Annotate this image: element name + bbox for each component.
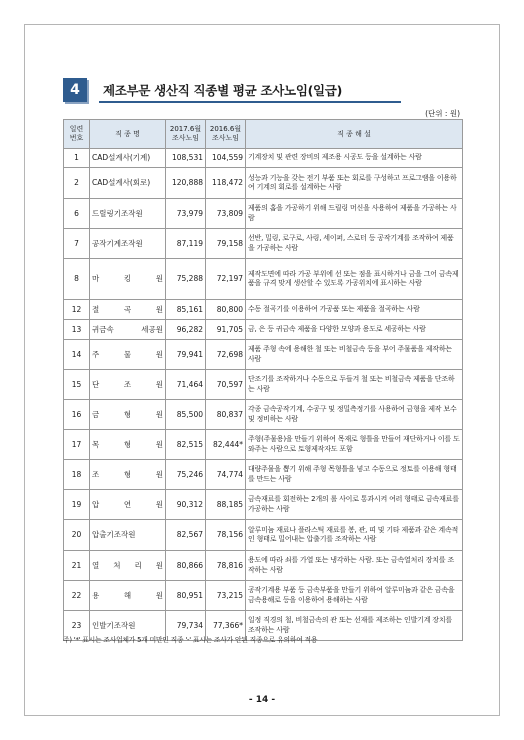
- job-name: 드릴링기조작원: [90, 199, 166, 229]
- wage-2017: 82,567: [166, 520, 206, 551]
- job-description: 제작도면에 따라 가공 부위에 선 또는 점을 표시하거나 금을 그어 금속제품을 규격 맞게 생산할 수 있도록 가공위치에 표시하는 사람: [246, 259, 463, 300]
- row-number: 13: [64, 320, 90, 340]
- table-header-row: [64, 120, 463, 149]
- wage-2016: 78,816: [206, 551, 246, 581]
- row-number: 8: [64, 259, 90, 300]
- wage-2017: 73,979: [166, 199, 206, 229]
- table-row: [64, 320, 463, 340]
- job-name: 주 물 원: [90, 340, 166, 370]
- wage-2017: 71,464: [166, 370, 206, 400]
- job-description: 금속재료를 회전하는 2개의 롤 사이로 통과시켜 여러 형태로 금속재료를 가공하는 사람: [246, 490, 463, 520]
- wage-2016: 118,472: [206, 168, 246, 199]
- job-name: 조 형 원: [90, 460, 166, 490]
- row-number: 17: [64, 430, 90, 460]
- job-description: 성능과 기능을 갖는 전기 부품 또는 회로를 구성하고 프로그램을 이용하여 기계의 회로를 설계하는 사람: [246, 168, 463, 199]
- job-description: 수동 절곡기를 이용하여 가공품 또는 제품을 절곡하는 사람: [246, 300, 463, 320]
- job-name: 금 형 원: [90, 400, 166, 430]
- wage-2016: 70,597: [206, 370, 246, 400]
- job-name: CAD설계사(회로): [90, 168, 166, 199]
- wage-2016: 72,197: [206, 259, 246, 300]
- job-name: 압출기조작원: [90, 520, 166, 551]
- header-wage-2016: 2016.6월 조사노임: [206, 120, 246, 149]
- header-wage-2017: 2017.6월 조사노임: [166, 120, 206, 149]
- footnote: 주) '*' 표시는 조사업체가 5개 미만인 직종 '-' 표시는 조사가 안된 직종으로 유의하여 적용: [63, 636, 318, 644]
- row-number: 14: [64, 340, 90, 370]
- job-description: 대량주물을 뽑기 위해 주형 목형틀을 넣고 수동으로 정토를 이용해 형태를 만드는 사람: [246, 460, 463, 490]
- wage-2017: 90,312: [166, 490, 206, 520]
- table-row: [64, 551, 463, 581]
- table-row: [64, 168, 463, 199]
- job-description: 각종 금속공작기계, 수공구 및 정밀측정기를 사용하여 금형을 제작 보수 및 정비하는 사람: [246, 400, 463, 430]
- wage-2017: 108,531: [166, 149, 206, 168]
- wage-2016: 91,705: [206, 320, 246, 340]
- wage-2016: 88,185: [206, 490, 246, 520]
- table-row: [64, 460, 463, 490]
- job-name: 절 곡 원: [90, 300, 166, 320]
- job-name: 단 조 원: [90, 370, 166, 400]
- wage-2016: 78,156: [206, 520, 246, 551]
- section-heading: [63, 78, 403, 102]
- section-number-badge: 4: [63, 78, 87, 102]
- table-body: [64, 149, 463, 641]
- wage-2016: 80,837: [206, 400, 246, 430]
- wage-2017: 87,119: [166, 229, 206, 259]
- row-number: 19: [64, 490, 90, 520]
- table-row: [64, 581, 463, 611]
- row-number: 22: [64, 581, 90, 611]
- job-description: 제품의 홈을 가공하기 위해 드릴링 머신을 사용하여 제품을 가공하는 사람: [246, 199, 463, 229]
- wage-2017: 80,866: [166, 551, 206, 581]
- table-row: [64, 400, 463, 430]
- wage-2017: 79,734: [166, 611, 206, 641]
- wage-2016: 73,215: [206, 581, 246, 611]
- table-row: [64, 430, 463, 460]
- row-number: 20: [64, 520, 90, 551]
- page-number: - 14 -: [248, 695, 276, 705]
- job-name: 목 형 원: [90, 430, 166, 460]
- table-row: [64, 259, 463, 300]
- heading-underline: [99, 101, 401, 103]
- row-number: 7: [64, 229, 90, 259]
- row-number: 18: [64, 460, 90, 490]
- job-name: 인발기조작원: [90, 611, 166, 641]
- job-description: 금, 은 등 귀금속 제품을 다양한 모양과 용도로 세공하는 사람: [246, 320, 463, 340]
- wage-2016: 72,698: [206, 340, 246, 370]
- wage-2017: 96,282: [166, 320, 206, 340]
- job-name: 공작기계조작원: [90, 229, 166, 259]
- table-row: [64, 520, 463, 551]
- job-name: CAD설계사(기계): [90, 149, 166, 168]
- wage-2017: 75,246: [166, 460, 206, 490]
- wage-2016: 80,800: [206, 300, 246, 320]
- wage-table: [63, 119, 463, 641]
- job-description: 선반, 밀링, 로구로, 사링, 세이퍼, 스로터 등 공작기계를 조작하여 제품을 가공하는 사람: [246, 229, 463, 259]
- job-description: 제품 주형 속에 용해한 철 또는 비철금속 등을 부어 주물품을 제작하는 사람: [246, 340, 463, 370]
- table-row: [64, 340, 463, 370]
- table-row: [64, 229, 463, 259]
- job-description: 알루미늄 재료나 플라스틱 재료를 봉, 관, 띠 및 기타 제품과 같은 계속적인 형태로 밀어내는 압출기를 조작하는 사람: [246, 520, 463, 551]
- wage-2016: 77,366*: [206, 611, 246, 641]
- header-no: 일련 번호: [64, 120, 90, 149]
- row-number: 15: [64, 370, 90, 400]
- table-row: [64, 300, 463, 320]
- header-description: 직 종 해 설: [246, 120, 463, 149]
- table-row: [64, 149, 463, 168]
- wage-2017: 79,941: [166, 340, 206, 370]
- wage-2017: 85,161: [166, 300, 206, 320]
- job-name: 마 킹 원: [90, 259, 166, 300]
- wage-2017: 80,951: [166, 581, 206, 611]
- row-number: 16: [64, 400, 90, 430]
- row-number: 6: [64, 199, 90, 229]
- job-description: 공작기계용 부품 등 금속부품을 만들기 위하여 알루미늄과 같은 금속을 금속용해로 등을 이용하여 용해하는 사람: [246, 581, 463, 611]
- wage-2016: 74,774: [206, 460, 246, 490]
- wage-2016: 104,559: [206, 149, 246, 168]
- row-number: 12: [64, 300, 90, 320]
- row-number: 1: [64, 149, 90, 168]
- wage-2016: 82,444*: [206, 430, 246, 460]
- section-title: 제조부문 생산직 직종별 평균 조사노임(일급): [103, 83, 342, 98]
- wage-2017: 120,888: [166, 168, 206, 199]
- wage-2016: 79,158: [206, 229, 246, 259]
- table-row: [64, 199, 463, 229]
- job-description: 용도에 따라 쇠를 가열 또는 냉각하는 사람. 또는 금속열처리 장치를 조작하는 사람: [246, 551, 463, 581]
- wage-2017: 82,515: [166, 430, 206, 460]
- job-description: 주형(주물용)을 만들기 위하여 목재로 형틀을 만들어 재단하거나 이를 도와주는 사람으로 토형제작자도 포함: [246, 430, 463, 460]
- job-description: 일정 직경의 철, 비철금속의 관 또는 선재를 제조하는 인발기계 장치를 조작하는 사람: [246, 611, 463, 641]
- job-name: 열 처 리 원: [90, 551, 166, 581]
- job-name: 용 해 원: [90, 581, 166, 611]
- header-job: 직 종 명: [90, 120, 166, 149]
- job-name: 압 연 원: [90, 490, 166, 520]
- job-description: 기계장치 및 관련 장비의 제조용 시공도 등을 설계하는 사람: [246, 149, 463, 168]
- wage-2016: 73,809: [206, 199, 246, 229]
- row-number: 21: [64, 551, 90, 581]
- table-row: [64, 490, 463, 520]
- job-name: 귀금속 세공원: [90, 320, 166, 340]
- table-row: [64, 370, 463, 400]
- unit-label: (단위 : 원): [425, 109, 460, 118]
- job-description: 단조기를 조작하거나 수동으로 두들겨 철 또는 비철금속 제품을 단조하는 사람: [246, 370, 463, 400]
- wage-2017: 85,500: [166, 400, 206, 430]
- row-number: 23: [64, 611, 90, 641]
- wage-2017: 75,288: [166, 259, 206, 300]
- row-number: 2: [64, 168, 90, 199]
